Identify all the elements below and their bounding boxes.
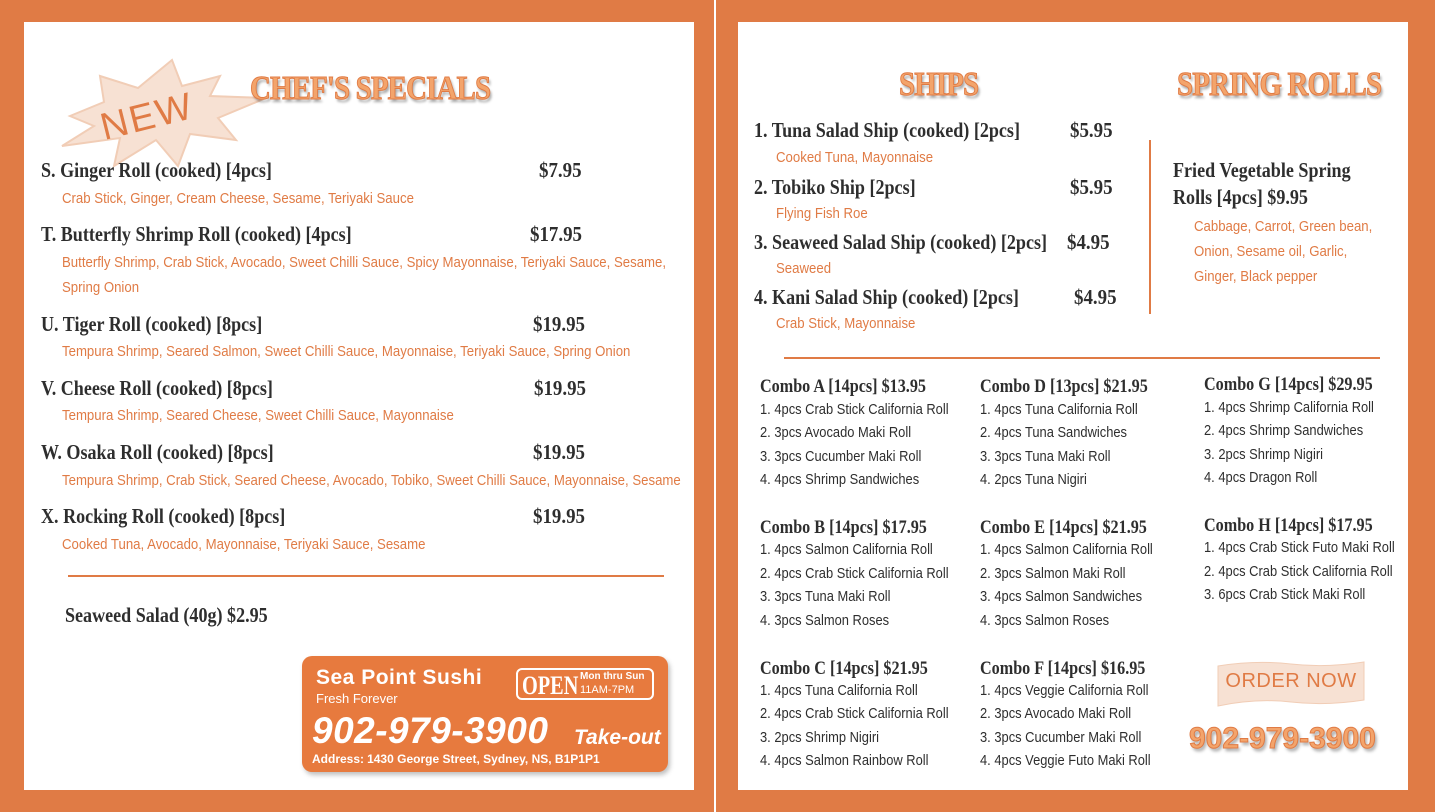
phone-number[interactable]: 902-979-3900	[1189, 722, 1376, 755]
menu-item-name: V. Cheese Roll (cooked) [8pcs]	[41, 376, 273, 400]
spring-roll-name-line1: Fried Vegetable Spring	[1173, 158, 1351, 182]
combo-item: 3. 6pcs Crab Stick Maki Roll	[1204, 586, 1366, 603]
menu-item-description: Butterfly Shrimp, Crab Stick, Avocado, Sweet Chilli Sauce, Spicy Mayonnaise, Teriyaki Sauce, Sesame, Spring Onion	[62, 254, 667, 296]
combo-item: 1. 4pcs Salmon California Roll	[760, 541, 933, 558]
menu-item-price: $19.95	[533, 504, 585, 528]
order-now-label: ORDER NOW	[1225, 670, 1357, 692]
ship-item-price: $5.95	[1070, 175, 1113, 199]
combo-title: Combo G [14pcs] $29.95	[1204, 374, 1373, 395]
menu-item-name: T. Butterfly Shrimp Roll (cooked) [4pcs]	[41, 222, 352, 246]
ship-item-name: 2. Tobiko Ship [2pcs]	[754, 175, 916, 199]
left-menu-page	[24, 22, 694, 790]
menu-item-price: $19.95	[533, 312, 585, 336]
address-label: Address:	[312, 752, 365, 766]
combo-item: 1. 4pcs Crab Stick Futo Maki Roll	[1204, 539, 1395, 556]
combo-item: 1. 4pcs Veggie California Roll	[980, 682, 1149, 699]
brand-tagline: Fresh Forever	[316, 691, 398, 706]
combo-title: Combo C [14pcs] $21.95	[760, 658, 928, 679]
spring-roll-description: Onion, Sesame oil, Garlic,	[1194, 243, 1348, 260]
combo-item: 1. 4pcs Crab Stick California Roll	[760, 401, 949, 418]
combo-item: 1. 4pcs Tuna California Roll	[980, 401, 1138, 418]
combo-item: 4. 2pcs Tuna Nigiri	[980, 471, 1087, 488]
combo-item: 1. 4pcs Salmon California Roll	[980, 541, 1153, 558]
right-menu-page	[738, 22, 1408, 790]
combo-item: 2. 3pcs Avocado Maki Roll	[980, 705, 1132, 722]
brand-name: Sea Point Sushi	[316, 666, 483, 689]
new-badge	[60, 54, 270, 174]
menu-item-price: $17.95	[530, 222, 582, 246]
menu-item-description: Tempura Shrimp, Crab Stick, Seared Cheese, Avocado, Tobiko, Sweet Chilli Sauce, Mayonnaise, Sesame	[62, 472, 681, 489]
menu-item-price: $7.95	[539, 158, 582, 182]
takeout-label: Take-out	[574, 726, 661, 749]
ship-item-price: $4.95	[1067, 230, 1110, 254]
ship-item-description: Cooked Tuna, Mayonnaise	[776, 149, 934, 166]
address-value: 1430 George Street, Sydney, NS, B1P1P1	[367, 752, 600, 766]
spring-roll-description: Cabbage, Carrot, Green bean,	[1194, 218, 1373, 235]
combo-title: Combo E [14pcs] $21.95	[980, 517, 1147, 538]
seaweed-salad-item: Seaweed Salad (40g) $2.95	[65, 603, 268, 627]
combo-item: 2. 4pcs Tuna Sandwiches	[980, 424, 1128, 441]
ship-item-description: Flying Fish Roe	[776, 205, 868, 222]
ships-title: SHIPS	[899, 66, 979, 103]
menu-item-description: Cooked Tuna, Avocado, Mayonnaise, Teriyaki Sauce, Sesame	[62, 536, 426, 553]
combo-item: 4. 3pcs Salmon Roses	[760, 612, 890, 629]
combo-item: 2. 4pcs Crab Stick California Roll	[760, 565, 949, 582]
menu-item-description: Tempura Shrimp, Seared Cheese, Sweet Chilli Sauce, Mayonnaise	[62, 407, 454, 424]
open-label: OPEN	[522, 671, 579, 700]
combo-item: 3. 2pcs Shrimp Nigiri	[1204, 446, 1324, 463]
ship-item-name: 4. Kani Salad Ship (cooked) [2pcs]	[754, 285, 1019, 309]
spring-rolls-title: SPRING ROLLS	[1177, 66, 1382, 103]
menu-item-price: $19.95	[534, 376, 586, 400]
opening-hours-badge	[516, 668, 654, 700]
menu-item-price: $19.95	[533, 440, 585, 464]
menu-item-name: U. Tiger Roll (cooked) [8pcs]	[41, 312, 263, 336]
combo-item: 3. 2pcs Shrimp Nigiri	[760, 729, 880, 746]
combo-item: 4. 4pcs Salmon Rainbow Roll	[760, 752, 929, 769]
menu-item-name: S. Ginger Roll (cooked) [4pcs]	[41, 158, 272, 182]
combo-item: 2. 3pcs Salmon Maki Roll	[980, 565, 1126, 582]
chefs-specials-title: CHEF'S SPECIALS	[250, 70, 491, 107]
divider	[784, 357, 1380, 359]
left-menu-panel	[0, 0, 714, 812]
ship-item-name: 3. Seaweed Salad Ship (cooked) [2pcs]	[754, 230, 1048, 254]
combo-item: 2. 4pcs Crab Stick California Roll	[1204, 563, 1393, 580]
combo-item: 3. 4pcs Salmon Sandwiches	[980, 588, 1143, 605]
open-hours: 11AM-7PM	[580, 684, 635, 696]
ship-item-name: 1. Tuna Salad Ship (cooked) [2pcs]	[754, 118, 1020, 142]
menu-item-name: X. Rocking Roll (cooked) [8pcs]	[41, 504, 286, 528]
combo-title: Combo B [14pcs] $17.95	[760, 517, 927, 538]
restaurant-info-card	[302, 656, 668, 772]
new-badge-label: NEW	[96, 85, 199, 149]
combo-title: Combo D [13pcs] $21.95	[980, 376, 1148, 397]
spring-roll-description: Ginger, Black pepper	[1194, 268, 1318, 285]
combo-item: 4. 3pcs Salmon Roses	[980, 612, 1110, 629]
combo-item: 3. 3pcs Tuna Maki Roll	[760, 588, 891, 605]
combo-title: Combo H [14pcs] $17.95	[1204, 515, 1373, 536]
combo-item: 4. 4pcs Veggie Futo Maki Roll	[980, 752, 1151, 769]
ship-item-price: $4.95	[1074, 285, 1117, 309]
combo-item: 1. 4pcs Shrimp California Roll	[1204, 399, 1374, 416]
menu-item-name: W. Osaka Roll (cooked) [8pcs]	[41, 440, 274, 464]
combo-item: 4. 4pcs Dragon Roll	[1204, 469, 1318, 486]
ship-item-description: Crab Stick, Mayonnaise	[776, 315, 916, 332]
combo-item: 3. 3pcs Tuna Maki Roll	[980, 448, 1111, 465]
combo-title: Combo A [14pcs] $13.95	[760, 376, 927, 397]
phone-number[interactable]: 902-979-3900	[312, 710, 549, 751]
divider	[68, 575, 664, 577]
right-menu-panel	[716, 0, 1435, 812]
vertical-divider	[1149, 140, 1151, 314]
menu-item-description: Crab Stick, Ginger, Cream Cheese, Sesame, Teriyaki Sauce	[62, 190, 414, 207]
combo-item: 1. 4pcs Tuna California Roll	[760, 682, 918, 699]
combo-item: 2. 3pcs Avocado Maki Roll	[760, 424, 912, 441]
spring-roll-name-line2: Rolls [4pcs] $9.95	[1173, 185, 1308, 209]
ship-item-price: $5.95	[1070, 118, 1113, 142]
combo-item: 3. 3pcs Cucumber Maki Roll	[980, 729, 1142, 746]
combo-item: 4. 4pcs Shrimp Sandwiches	[760, 471, 920, 488]
address	[312, 752, 600, 766]
combo-item: 2. 4pcs Shrimp Sandwiches	[1204, 422, 1364, 439]
open-days: Mon thru Sun	[580, 671, 645, 682]
combo-item: 3. 3pcs Cucumber Maki Roll	[760, 448, 922, 465]
order-now-button[interactable]	[1216, 660, 1366, 708]
combo-item: 2. 4pcs Crab Stick California Roll	[760, 705, 949, 722]
menu-item-description: Tempura Shrimp, Seared Salmon, Sweet Chilli Sauce, Mayonnaise, Teriyaki Sauce, Spring Onion	[62, 343, 631, 360]
ship-item-description: Seaweed	[776, 260, 832, 277]
combo-title: Combo F [14pcs] $16.95	[980, 658, 1146, 679]
